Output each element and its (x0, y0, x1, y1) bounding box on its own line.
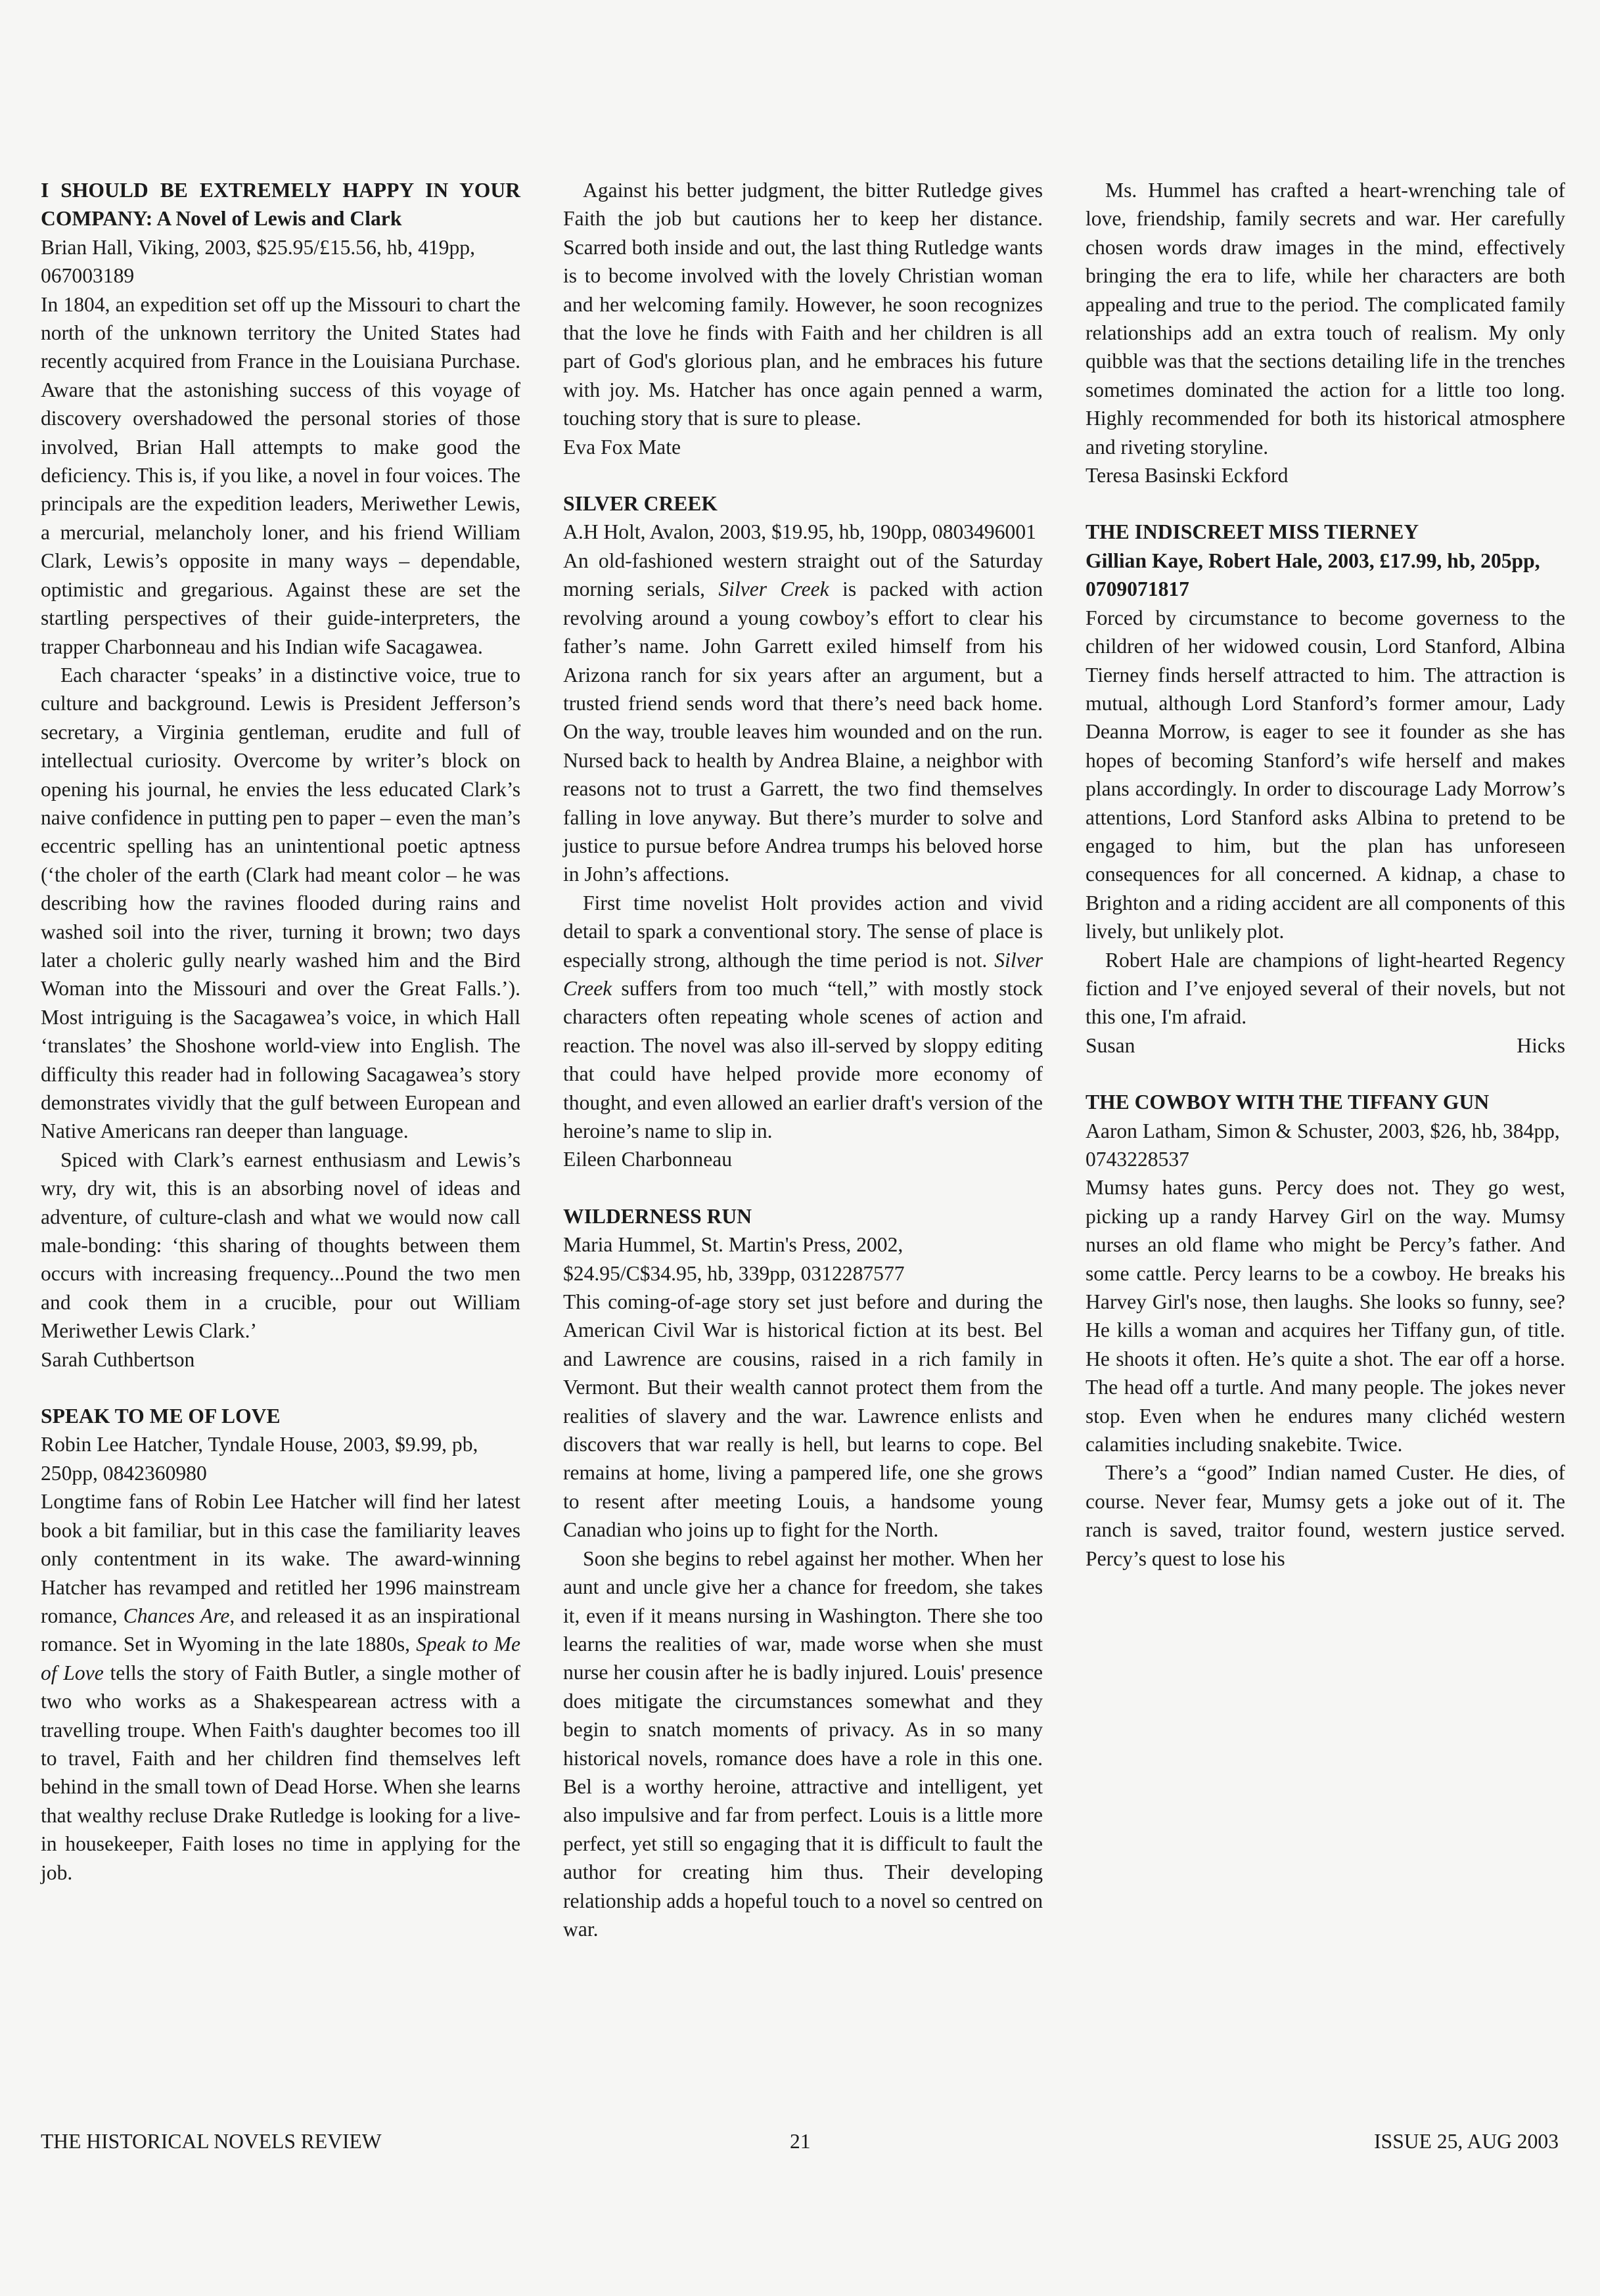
review-speak-to-me-cont (563, 176, 1043, 461)
footer-publication: THE HISTORICAL NOVELS REVIEW (41, 2130, 382, 2153)
author-last-name: Hicks (1517, 1033, 1565, 1057)
review-title: SILVER CREEK (563, 492, 718, 516)
review-meta: Brian Hall, Viking, 2003, $25.95/£15.56, hb, 419pp, 067003189 (41, 235, 475, 288)
footer-issue: ISSUE 25, AUG 2003 (1374, 2130, 1559, 2153)
review-paragraph: Spiced with Clark’s earnest enthusiasm and Lewis’s wry, dry wit, this is an absorbing novel of ideas and adventure, of culture-clash and what we would now call male-bonding: ‘this sharing of thoughts between them occurs with increasing frequency...Pound the two men and cook them in a crucible, pour out William Meriwether Lewis Clark.’ (41, 1148, 520, 1343)
review-paragraph: Soon she begins to rebel against her mother. When her aunt and uncle give her a chance for freedom, she takes it, even if it means nursing in Washington. There she too learns the realities of war, made worse when she must nurse her cousin after he is badly injured. Louis' presence does mitigate the circumstances somewhat and they begin to snatch moments of privacy. As in so many historical novels, romance does have a role in this one. Bel is a worthy heroine, attractive and intelligent, yet also impulsive and far from perfect. Louis is a little more perfect, yet still so engaging that it is difficult to fault the author for creating him thus. Their developing relationship adds a hopeful touch to a novel so centred on war. (563, 1546, 1043, 1941)
review-paragraph: In 1804, an expedition set off up the Missouri to chart the north of the unknown territory the United States had recently acquired from France in the Louisiana Purchase. Aware that the astonishing success of this voyage of discovery overshadowed the personal stories of those involved, Brian Hall attempts to make good the deficiency. This is, if you like, a novel in four voices. The principals are the expedition leaders, Meriwether Lewis, a mercurial, melancholy loner, and his friend William Clark, Lewis’s opposite in many ways – dependable, optimistic and gregarious. Against these are set the startling perspectives of their guide-interpreters, the trapper Charbonneau and his Indian wife Sacagawea. (41, 292, 520, 658)
book-title-italic: Silver Creek (718, 577, 829, 601)
review-title: SPEAK TO ME OF LOVE (41, 1405, 281, 1428)
review-paragraph: This coming-of-age story set just before and during the American Civil War is historical fiction at its best. Bel and Lawrence are cousins, raised in a rich family in Vermont. But their wealth cannot protect them from the realities of slavery and the war. Lawrence enlists and discovers that war really is hell, but learns to cope. Bel remains at home, living a pampered life, one she grows to resent after meeting Louis, a handsome young Canadian who joins up to fight for the North. (563, 1290, 1043, 1542)
text-run: suffers from too much “tell,” with mostly stock characters often repeating whole scenes of action and reaction. The novel was also ill-served by sloppy editing that could have helped provide more economy of thought, and even allowed an earlier draft's version of the heroine’s name to slip in. (563, 976, 1043, 1142)
review-author (1086, 1031, 1565, 1060)
review-cowboy-tiffany-gun (1086, 1088, 1565, 1573)
review-title: THE INDISCREET MISS TIERNEY (1086, 520, 1419, 544)
review-lewis-clark (41, 176, 520, 1374)
review-title: THE COWBOY WITH THE TIFFANY GUN (1086, 1091, 1490, 1114)
review-meta: Maria Hummel, St. Martin's Press, 2002, $24.95/C$34.95, hb, 339pp, 0312287577 (563, 1233, 905, 1285)
review-silver-creek (563, 489, 1043, 1174)
review-paragraph: Each character ‘speaks’ in a distinctive voice, true to culture and background. Lewis is President Jefferson’s secretary, a Virginia gentleman, erudite and full of intellectual curiosity. Overcome by writer’s block on opening his journal, he envies the less educated Clark’s naive confidence in putting pen to paper – even the man’s eccentric spelling has an unintentional poetic aptness (‘the choler of the earth (Clark had meant color – he was describing how the ravines flooded during rains and washed soil into the river, turning it brown; two days later a choleric gully nearly washed him and the Bird Woman into the Missouri and over the Great Falls.’). Most intriguing is the Sacagawea’s voice, in which Hall ‘translates’ the Shoshone world-view into English. The difficulty this reader had in following Sacagawea’s story demonstrates vividly that the gulf between European and Native Americans ran deeper than language. (41, 663, 520, 1143)
text-run: First time novelist Holt provides action and vivid detail to spark a conventional story. The sense of place is especially strong, although the time period is not. (563, 891, 1043, 972)
footer-page-number: 21 (790, 2130, 811, 2153)
review-author: Teresa Basinski Eckford (1086, 464, 1289, 487)
review-meta: Gillian Kaye, Robert Hale, 2003, £17.99, hb, 205pp, 0709071817 (1086, 549, 1540, 601)
review-paragraph: Forced by circumstance to become governess to the children of her widowed cousin, Lord Stanford, Albina Tierney finds herself attracted to him. The attraction is mutual, although Lord Stanford’s former amour, Lady Deanna Morrow, is eager to see it founder as she has hopes of becoming Stanford’s wife herself and makes plans accordingly. In order to discourage Lady Morrow’s attentions, Lord Stanford asks Albina to pretend to be engaged to him, but the plan has unforeseen consequences for all concerned. A kidnap, a chase to Brighton and a riding accident are all components of this lively, but unlikely plot. (1086, 606, 1565, 943)
author-first-name: Susan (1086, 1033, 1135, 1057)
review-title: I SHOULD BE EXTREMELY HAPPY IN YOUR COMPANY: A Novel of Lewis and Clark (41, 179, 520, 231)
text-run: tells the story of Faith Butler, a single mother of two who works as a Shakespearean actress with a travelling troupe. When Faith's daughter becomes too ill to travel, Faith and her children find themselves left behind in the small town of Dead Horse. When she learns that wealthy recluse Drake Rutledge is looking for a live-in housekeeper, Faith loses no time in applying for the job. (41, 1661, 521, 1884)
text-run: is packed with action revolving around a young cowboy’s effort to clear his father’s name. John Garrett exiled himself from his Arizona ranch for six years after an argument, but a trusted friend sends word that there’s need back home. On the way, trouble leaves him wounded and on the run. Nursed back to health by Andrea Blaine, a neighbor with reasons not to trust a Garrett, the two find themselves falling in love anyway. But there’s murder to solve and justice to pursue before Andrea trumps his beloved horse in John’s affections. (563, 577, 1043, 886)
review-meta: Robin Lee Hatcher, Tyndale House, 2003, $9.99, pb, 250pp, 0842360980 (41, 1433, 478, 1485)
page-content (41, 176, 1597, 2121)
review-indiscreet-miss-tierney (1086, 518, 1565, 1060)
book-title-italic: Silver Creek (563, 948, 1043, 1000)
column-3 (1086, 176, 1565, 1573)
text-run: Longtime fans of Robin Lee Hatcher will find her latest book a bit familiar, but in this case the familiarity leaves only contentment in its wake. The award-winning Hatcher has revamped and retitled her 1996 mainstream romance, (41, 1490, 520, 1627)
book-title-italic: Speak to Me of Love (41, 1632, 520, 1684)
review-author: Eileen Charbonneau (563, 1148, 733, 1171)
review-paragraph (41, 1487, 520, 1887)
column-1 (41, 176, 520, 1887)
review-paragraph: Mumsy hates guns. Percy does not. They go west, picking up a randy Harvey Girl on the way. Mumsy nurses an old flame who might be Percy’s father. And some cattle. Percy learns to be a cowboy. He breaks his Harvey Girl's nose, then laughs. She looks so funny, see? He kills a woman and acquires her Tiffany gun, of title. He shoots it often. He’s quite a shot. The ear off a horse. The head off a turtle. And many people. The jokes never stop. Even when he endures many clichéd western calamities including snakebite. Twice. (1086, 1176, 1565, 1456)
review-meta: A.H Holt, Avalon, 2003, $19.95, hb, 190pp, 0803496001 (563, 520, 1036, 544)
book-title-italic: Chances Are (123, 1604, 230, 1627)
review-wilderness-run (563, 1202, 1043, 1944)
review-title: WILDERNESS RUN (563, 1204, 752, 1228)
review-paragraph: There’s a “good” Indian named Custer. He dies, of course. Never fear, Mumsy gets a joke out of it. The ranch is saved, traitor found, western justice served. Percy’s quest to lose his (1086, 1461, 1565, 1570)
review-paragraph: Robert Hale are champions of light-hearted Regency fiction and I’ve enjoyed several of their novels, but not this one, I'm afraid. (1086, 948, 1565, 1029)
review-paragraph (563, 889, 1043, 1146)
review-wilderness-run-cont (1086, 176, 1565, 489)
review-paragraph: Against his better judgment, the bitter Rutledge gives Faith the job but cautions her to keep her distance. Scarred both inside and out, the last thing Rutledge wants is to become involved with the lovely Christian woman and her welcoming family. However, he soon recognizes that the love he finds with Faith and her children is all part of God's glorious plan, and he embraces his future with joy. Ms. Hatcher has once again penned a warm, touching story that is sure to please. (563, 179, 1043, 430)
review-meta: Aaron Latham, Simon & Schuster, 2003, $26, hb, 384pp, 0743228537 (1086, 1119, 1560, 1171)
column-2 (563, 176, 1043, 1943)
review-paragraph (563, 547, 1043, 889)
review-author: Eva Fox Mate (563, 435, 681, 459)
text-run: An old-fashioned western straight out of the Saturday morning serials, (563, 549, 1043, 601)
review-speak-to-me (41, 1402, 520, 1887)
review-paragraph: Ms. Hummel has crafted a heart-wrenching tale of love, friendship, family secrets and war. Her carefully chosen words draw images in the mind, effectively bringing the era to life, while her characters are both appealing and true to the period. The complicated family relationships add an extra touch of realism. My only quibble was that the sections detailing life in the trenches sometimes dominated the action for a little too long. Highly recommended for both its historical atmosphere and riveting storyline. (1086, 179, 1565, 459)
review-author: Sarah Cuthbertson (41, 1347, 195, 1371)
text-run: , and released it as an inspirational romance. Set in Wyoming in the late 1880s, (41, 1604, 520, 1656)
